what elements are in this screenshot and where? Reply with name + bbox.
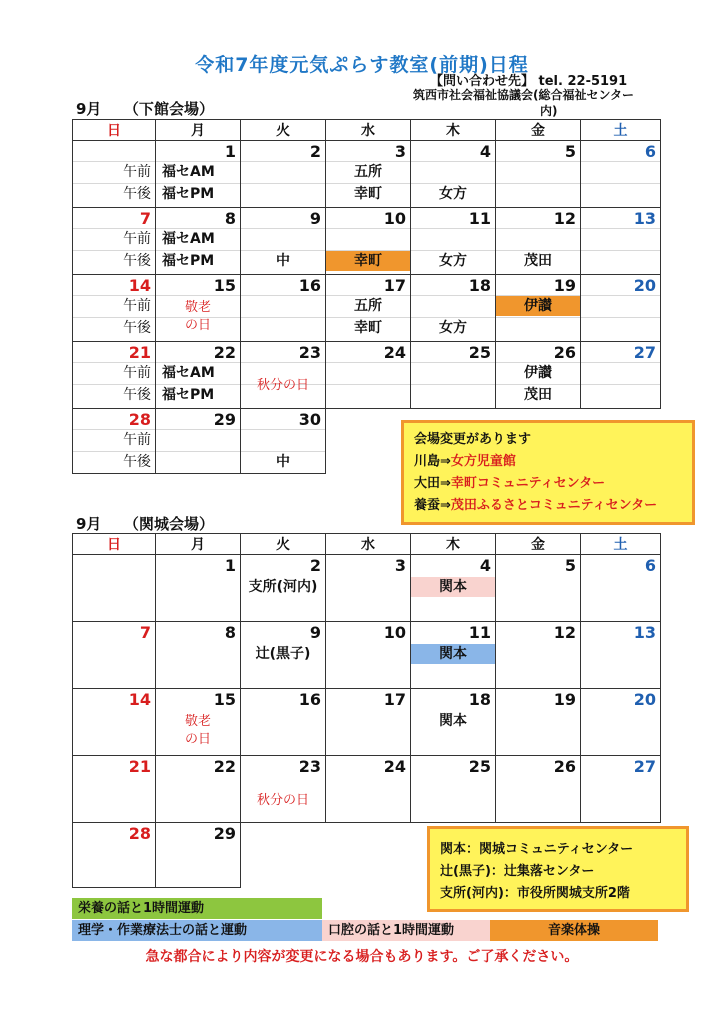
day-cell (411, 756, 496, 823)
day-cell (241, 342, 326, 409)
day-number: 21 (128, 757, 151, 776)
am-event (241, 430, 325, 450)
legend-music: 音楽体操 (490, 920, 658, 941)
day-number: 30 (298, 410, 321, 429)
day-cell (241, 275, 326, 342)
day-cell (241, 823, 326, 888)
day-number: 14 (128, 276, 151, 295)
day-cell (156, 141, 241, 208)
contact-org: 筑西市社会福祉協議会(総合福祉センター (413, 88, 635, 102)
event (156, 778, 240, 798)
event (411, 778, 495, 798)
day-cell (411, 622, 496, 689)
event (241, 711, 325, 731)
day-cell (326, 823, 411, 888)
day-cell (241, 141, 326, 208)
day-number: 18 (468, 690, 491, 709)
pm-event: 福セPM (162, 253, 215, 269)
day-number: 13 (633, 623, 656, 642)
pm-label: 午後 (123, 454, 151, 470)
day-number: 15 (213, 276, 236, 295)
pm-event: 茂田 (524, 387, 552, 403)
day-cell (241, 622, 326, 689)
weekday-1: 月 (156, 534, 241, 555)
day-cell (156, 208, 241, 275)
day-number: 24 (383, 757, 406, 776)
pm-label: 午後 (123, 320, 151, 336)
pm-event (496, 184, 580, 204)
event (156, 644, 240, 664)
day-number: 16 (298, 690, 321, 709)
am-event (326, 229, 410, 249)
day-number: 12 (553, 209, 576, 228)
holiday-text: 敬老 (184, 300, 211, 315)
day-cell (241, 409, 326, 474)
day-cell (156, 342, 241, 409)
day-number: 6 (644, 556, 656, 575)
day-number: 20 (633, 276, 656, 295)
day-number: 3 (394, 556, 406, 575)
day-number: 11 (468, 209, 491, 228)
holiday-text: 敬老 (184, 714, 211, 729)
day-cell (73, 208, 156, 275)
pm-label: 午後 (123, 387, 151, 403)
venue-change-item (414, 451, 692, 473)
day-number: 20 (633, 690, 656, 709)
day-cell (241, 689, 326, 756)
day-cell (581, 342, 661, 409)
holiday-text: 秋分の日 (256, 378, 309, 393)
day-number: 29 (213, 410, 236, 429)
day-number: 26 (553, 343, 576, 362)
legend-oral: 口腔の話と1時間運動 (322, 920, 490, 941)
am-event (411, 363, 495, 383)
day-cell (156, 555, 241, 622)
event (581, 644, 660, 664)
page-title: 令和7年度元気ぷらす教室(前期)日程 (195, 54, 529, 76)
pm-event: 幸町 (354, 320, 382, 336)
weekday-header (73, 534, 661, 555)
day-number: 29 (213, 824, 236, 843)
pm-event (496, 318, 580, 338)
am-event (241, 229, 325, 249)
event (73, 711, 155, 731)
day-cell (326, 141, 411, 208)
day-cell (496, 756, 581, 823)
weekday-5: 金 (496, 120, 581, 141)
day-cell (156, 756, 241, 823)
day-number: 23 (298, 343, 321, 362)
old-venue: 養蚕⇒ (414, 498, 451, 513)
event (496, 778, 580, 798)
holiday-label (241, 377, 325, 395)
weekday-4: 木 (411, 534, 496, 555)
venue-legend-box (427, 826, 689, 912)
am-label: 午前 (123, 298, 151, 314)
day-cell (411, 689, 496, 756)
holiday-text: 秋分の日 (256, 793, 309, 808)
event (73, 644, 155, 664)
day-cell (581, 208, 661, 275)
day-cell (73, 409, 156, 474)
day-number: 4 (479, 556, 491, 575)
day-number: 25 (468, 343, 491, 362)
pm-event: 女方 (439, 320, 467, 336)
day-number: 22 (213, 757, 236, 776)
week-row (73, 756, 661, 823)
old-venue: 川島⇒ (414, 454, 451, 469)
am-event: 福セAM (162, 164, 215, 180)
pm-event (581, 184, 660, 204)
event (496, 711, 580, 731)
day-cell (326, 689, 411, 756)
event (326, 577, 410, 597)
contact-org-cont: 内) (540, 104, 558, 118)
day-cell (581, 689, 661, 756)
day-cell (496, 622, 581, 689)
pm-event: 女方 (439, 186, 467, 202)
holiday-text: の日 (184, 318, 211, 333)
weekday-2: 火 (241, 120, 326, 141)
weekday-6: 土 (581, 120, 661, 141)
day-number: 1 (224, 556, 236, 575)
day-number: 25 (468, 757, 491, 776)
day-number: 9 (309, 209, 321, 228)
event (326, 778, 410, 798)
weekday-0: 日 (73, 534, 156, 555)
pm-event: 福セPM (162, 387, 215, 403)
day-cell (411, 141, 496, 208)
day-number: 14 (128, 690, 151, 709)
am-event (496, 162, 580, 182)
day-cell (581, 275, 661, 342)
pm-event (156, 452, 240, 472)
pm-event: 中 (276, 253, 290, 269)
venue-item: 辻(黒子)：辻集落センター (440, 864, 595, 879)
day-cell (241, 555, 326, 622)
am-label: 午前 (123, 231, 151, 247)
day-number: 28 (128, 410, 151, 429)
day-number: 10 (383, 209, 406, 228)
am-event (156, 430, 240, 450)
day-cell (581, 141, 661, 208)
day-number: 5 (564, 142, 576, 161)
day-cell (496, 208, 581, 275)
weekday-0: 日 (73, 120, 156, 141)
day-number: 13 (633, 209, 656, 228)
pm-event (581, 385, 660, 405)
day-number: 15 (213, 690, 236, 709)
day-cell (326, 409, 411, 474)
week-row (73, 342, 661, 409)
day-cell (411, 275, 496, 342)
day-cell (156, 409, 241, 474)
day-cell (496, 555, 581, 622)
event (156, 845, 240, 865)
day-cell (496, 141, 581, 208)
event: 辻(黒子) (255, 646, 311, 662)
am-event: 福セAM (162, 231, 215, 247)
day-cell (241, 208, 326, 275)
weekday-3: 水 (326, 120, 411, 141)
day-cell (581, 756, 661, 823)
day-number: 3 (394, 142, 406, 161)
day-number: 8 (224, 209, 236, 228)
weekday-2: 火 (241, 534, 326, 555)
day-cell (326, 622, 411, 689)
day-number: 8 (224, 623, 236, 642)
holiday-label (156, 713, 240, 749)
pm-event (581, 251, 660, 271)
day-number: 17 (383, 690, 406, 709)
day-number: 5 (564, 556, 576, 575)
venue-change-heading: 会場変更があります (414, 432, 532, 447)
day-number: 11 (468, 623, 491, 642)
pm-event (241, 318, 325, 338)
venue-change-box (401, 420, 695, 525)
am-event: 伊讃 (496, 296, 580, 316)
day-cell (73, 823, 156, 888)
pm-event (241, 184, 325, 204)
venue-item: 支所(河内)：市役所関城支所2階 (440, 886, 630, 901)
day-cell (73, 275, 156, 342)
day-cell (156, 823, 241, 888)
day-number: 16 (298, 276, 321, 295)
day-number: 2 (309, 556, 321, 575)
event: 関本 (411, 577, 495, 597)
am-event (326, 363, 410, 383)
day-number: 18 (468, 276, 491, 295)
am-event: 五所 (354, 298, 382, 314)
week-row (73, 275, 661, 342)
contact-phone: 【問い合わせ先】 tel. 22-5191 (430, 74, 628, 89)
event (326, 644, 410, 664)
weekday-3: 水 (326, 534, 411, 555)
am-event (581, 229, 660, 249)
day-number: 23 (298, 757, 321, 776)
day-cell (326, 208, 411, 275)
pm-label: 午後 (123, 186, 151, 202)
day-number: 28 (128, 824, 151, 843)
event: 関本 (439, 713, 467, 729)
week-row (73, 689, 661, 756)
day-number: 4 (479, 142, 491, 161)
event (73, 577, 155, 597)
event: 関本 (411, 644, 495, 664)
week-row (73, 141, 661, 208)
day-cell (326, 342, 411, 409)
new-venue: 幸町コミュニティセンター (450, 476, 606, 491)
day-cell (73, 622, 156, 689)
event (581, 577, 660, 597)
section2-title: 9月 （関城会場） (76, 515, 214, 533)
day-cell (326, 275, 411, 342)
day-number: 2 (309, 142, 321, 161)
day-cell (156, 275, 241, 342)
day-cell (496, 275, 581, 342)
am-event (581, 296, 660, 316)
day-cell (581, 555, 661, 622)
pm-event (581, 318, 660, 338)
event (73, 778, 155, 798)
day-number: 22 (213, 343, 236, 362)
day-cell (156, 622, 241, 689)
day-number: 24 (383, 343, 406, 362)
pm-event: 中 (276, 454, 290, 470)
am-event (411, 296, 495, 316)
pm-event (326, 385, 410, 405)
day-cell (411, 342, 496, 409)
event (73, 845, 155, 865)
day-number: 6 (644, 142, 656, 161)
pm-event: 幸町 (326, 251, 410, 271)
legend-physio: 理学・作業療法士の話と運動 (72, 920, 322, 941)
venue-item: 関本：関城コミュニティセンター (440, 842, 634, 857)
day-cell (73, 756, 156, 823)
day-cell (73, 689, 156, 756)
day-cell (326, 756, 411, 823)
day-number: 7 (139, 209, 151, 228)
day-number: 10 (383, 623, 406, 642)
event (326, 711, 410, 731)
am-label: 午前 (123, 432, 151, 448)
new-venue: 茂田ふるさとコミュニティセンター (450, 498, 658, 513)
day-number: 7 (139, 623, 151, 642)
holiday-label (156, 299, 240, 335)
pm-event: 女方 (439, 253, 467, 269)
weekday-5: 金 (496, 534, 581, 555)
pm-event: 幸町 (354, 186, 382, 202)
weekday-1: 月 (156, 120, 241, 141)
am-event (241, 296, 325, 316)
day-number: 17 (383, 276, 406, 295)
am-label: 午前 (123, 164, 151, 180)
day-cell (411, 555, 496, 622)
day-number: 19 (553, 690, 576, 709)
am-event (581, 363, 660, 383)
week-row (73, 208, 661, 275)
day-cell (156, 689, 241, 756)
am-event (411, 162, 495, 182)
am-event (496, 229, 580, 249)
new-venue: 女方児童館 (450, 454, 516, 469)
change-notice: 急な都合により内容が変更になる場合もあります。ご了承ください。 (145, 949, 579, 965)
event: 支所(河内) (248, 579, 318, 595)
holiday-label (241, 792, 325, 810)
event (581, 778, 660, 798)
venue-change-item (414, 495, 692, 517)
weekday-4: 木 (411, 120, 496, 141)
day-number: 1 (224, 142, 236, 161)
pm-event: 茂田 (524, 253, 552, 269)
weekday-6: 土 (581, 534, 661, 555)
event (156, 577, 240, 597)
week-row (73, 555, 661, 622)
day-number: 21 (128, 343, 151, 362)
venue-change-item (414, 473, 692, 495)
day-cell (73, 555, 156, 622)
pm-event (411, 385, 495, 405)
legend-nutrition: 栄養の話と1時間運動 (72, 898, 322, 919)
event (496, 577, 580, 597)
am-event: 福セAM (162, 365, 215, 381)
event (496, 644, 580, 664)
day-number: 19 (553, 276, 576, 295)
am-event (581, 162, 660, 182)
day-cell (411, 208, 496, 275)
am-event: 五所 (354, 164, 382, 180)
pm-event: 福セPM (162, 186, 215, 202)
day-number: 27 (633, 757, 656, 776)
day-cell (496, 342, 581, 409)
pm-label: 午後 (123, 253, 151, 269)
am-event: 伊讃 (524, 365, 552, 381)
day-number: 9 (309, 623, 321, 642)
day-cell (581, 622, 661, 689)
week-row (73, 622, 661, 689)
day-cell (496, 689, 581, 756)
day-number: 26 (553, 757, 576, 776)
section1-title: 9月 （下館会場） (76, 100, 214, 118)
day-cell (326, 555, 411, 622)
old-venue: 大田⇒ (414, 476, 451, 491)
day-cell (241, 756, 326, 823)
day-number: 27 (633, 343, 656, 362)
weekday-header (73, 120, 661, 141)
day-cell (73, 141, 156, 208)
event (581, 711, 660, 731)
day-number: 12 (553, 623, 576, 642)
am-event (411, 229, 495, 249)
day-cell (73, 342, 156, 409)
am-event (241, 162, 325, 182)
holiday-text: の日 (184, 732, 211, 747)
am-label: 午前 (123, 365, 151, 381)
